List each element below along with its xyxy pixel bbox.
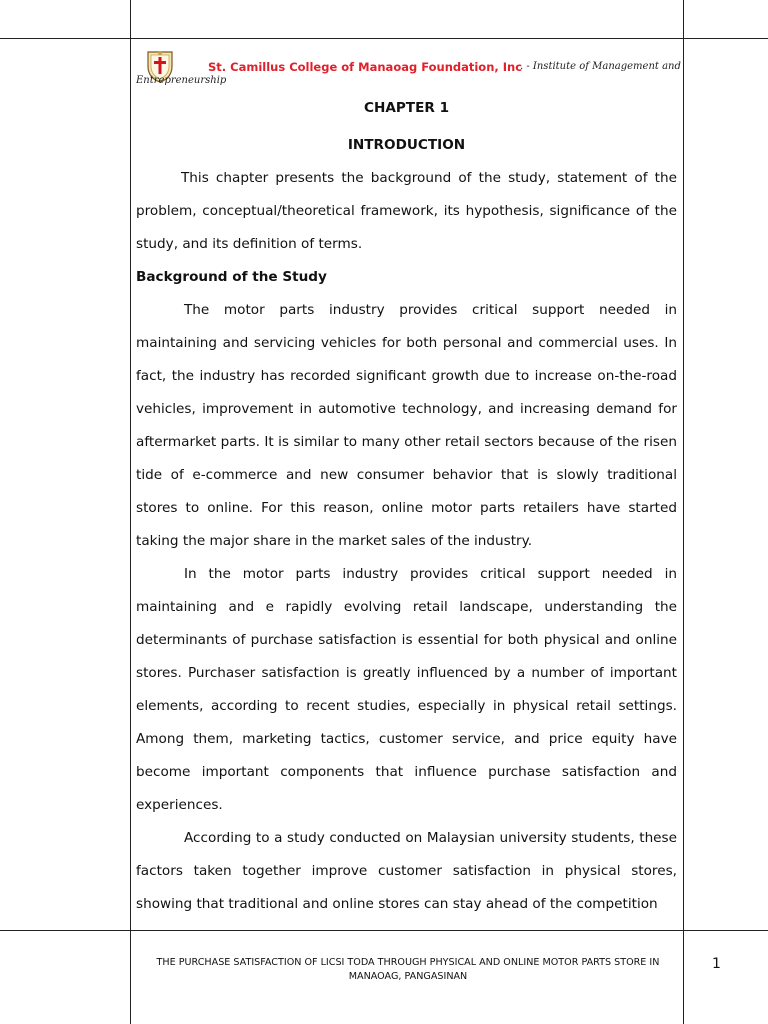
background-paragraph-1: The motor parts industry provides critical support needed in maintaining and servicing vehicles for both personal and commercial uses. In fact, the industry has recorded significant growth due to increase on-the-road vehicles, improvement in automotive technology, and increasing demand for aftermarket parts. It is similar to many other retail sectors because of the risen tide of e-commerce and new consumer behavior that is slowly traditional stores to online. For this reason, online motor parts retailers have started taking the major share in the market sales of the industry. <box>136 302 677 549</box>
page-number: 1 <box>712 956 721 972</box>
section-heading-background: Background of the Study <box>136 269 327 285</box>
chapter-title: INTRODUCTION <box>347 137 466 153</box>
college-name: St. Camillus College of Manaoag Foundation, Inc <box>208 60 523 74</box>
institute-name: . - Institute of Management and <box>520 61 681 72</box>
intro-paragraph: This chapter presents the background of the study, statement of the problem, conceptual/theoretical framework, its hypothesis, significance of the study, and its definition of terms. <box>136 170 677 252</box>
running-footer-title: THE PURCHASE SATISFACTION OF LICSI TODA THROUGH PHYSICAL AND ONLINE MOTOR PARTS STORE IN MANAOAG, PANGASINAN <box>156 957 660 982</box>
document-body <box>136 92 677 921</box>
left-margin-line <box>130 0 131 1024</box>
right-margin-line <box>683 0 684 1024</box>
background-paragraph-2: In the motor parts industry provides critical support needed in maintaining and e rapidly evolving retail landscape, understanding the determinants of purchase satisfaction is essential for both physical and online stores. Purchaser satisfaction is greatly influenced by a number of important elements, according to recent studies, especially in physical retail settings. Among them, marketing tactics, customer service, and price equity have become important components that influence purchase satisfaction and experiences. <box>136 566 677 813</box>
footer-top-line <box>0 930 768 931</box>
institute-name-continued: Entrepreneurship <box>136 75 227 86</box>
page-header <box>136 48 681 88</box>
header-top-line <box>0 38 768 39</box>
chapter-number: CHAPTER 1 <box>363 100 450 116</box>
background-paragraph-3: According to a study conducted on Malaysian university students, these factors taken together improve customer satisfaction in physical stores, showing that traditional and online stores can stay ahead of the competition <box>136 830 677 912</box>
